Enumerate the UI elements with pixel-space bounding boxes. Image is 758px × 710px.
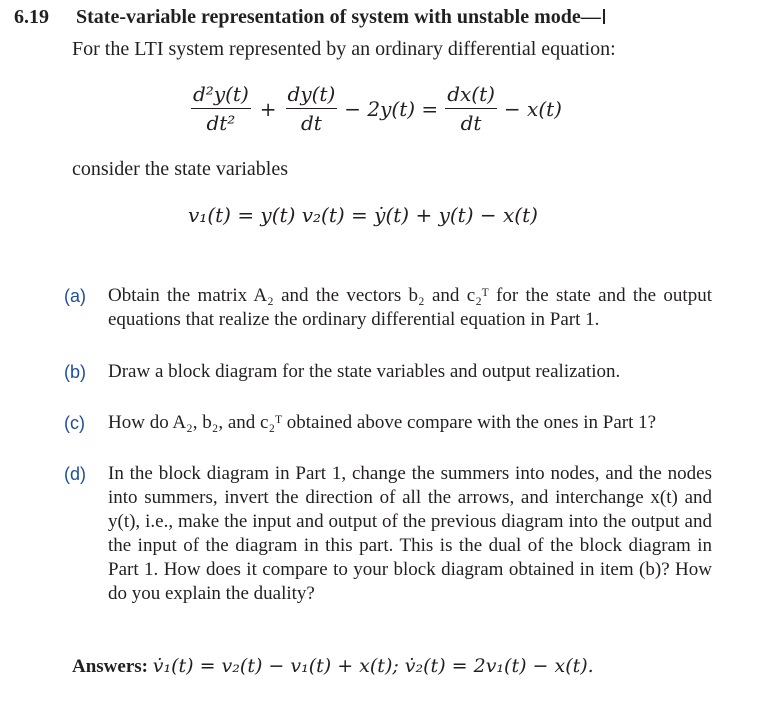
- fraction-numerator: dx(t): [445, 82, 497, 109]
- part-a: [64, 284, 712, 332]
- part-label: (c): [64, 413, 85, 433]
- ode-equation: [188, 82, 562, 135]
- fraction-denominator: dt: [460, 111, 482, 135]
- state-variables-equation: v₁(t) = y(t) v₂(t) = ẏ(t) + y(t) − x(t): [188, 203, 538, 227]
- ode-middle-term: − 2y(t) =: [344, 96, 439, 121]
- answers-label: Answers:: [72, 656, 148, 677]
- fraction-denominator: dt: [300, 111, 322, 135]
- problem-number: 6.19: [14, 6, 49, 28]
- part-label: (d): [64, 464, 86, 484]
- problem-heading: [14, 6, 605, 29]
- fraction-numerator: dy(t): [286, 82, 338, 109]
- part-label: (a): [64, 286, 86, 306]
- fraction-denominator: dt²: [206, 111, 236, 135]
- text-cursor: [603, 9, 605, 24]
- plus-operator: +: [259, 96, 277, 121]
- answers-text: v̇₁(t) = v₂(t) − v₁(t) + x(t); v̇₂(t) = 2v₁(t) − x(t).: [152, 655, 594, 677]
- fraction-numerator: d²y(t): [191, 82, 251, 109]
- answers-line: [72, 655, 594, 678]
- fraction-dy: [286, 82, 338, 135]
- part-text: In the block diagram in Part 1, change the summers into nodes, and the nodes into summers, invert the direction of all the arrows, and interchange x(t) and y(t), i.e., make the input and output of the previous diagram into the output and the input of the diagram in this part. This is the dual of the block diagram in Part 1. How does it compare to your block diagram obtained in item (b)? How do you explain the duality?: [108, 463, 712, 604]
- fraction-d2y: [191, 82, 251, 135]
- part-text: How do A₂, b₂, and c₂ᵀ obtained above compare with the ones in Part 1?: [108, 412, 657, 433]
- fraction-dx: [445, 82, 497, 135]
- problem-title: State-variable representation of system with unstable mode—: [76, 6, 601, 28]
- part-text: Obtain the matrix A₂ and the vectors b₂ and c₂ᵀ for the state and the output equations that realize the ordinary differential equation in Part 1.: [108, 285, 712, 330]
- part-c: [64, 411, 712, 435]
- ode-tail-term: − x(t): [503, 96, 562, 121]
- consider-text: consider the state variables: [72, 158, 289, 180]
- part-d: [64, 462, 712, 606]
- part-b: [64, 360, 712, 384]
- problem-intro: For the LTI system represented by an ordinary differential equation:: [72, 38, 616, 60]
- part-label: (b): [64, 362, 86, 382]
- part-text: Draw a block diagram for the state variables and output realization.: [108, 361, 621, 382]
